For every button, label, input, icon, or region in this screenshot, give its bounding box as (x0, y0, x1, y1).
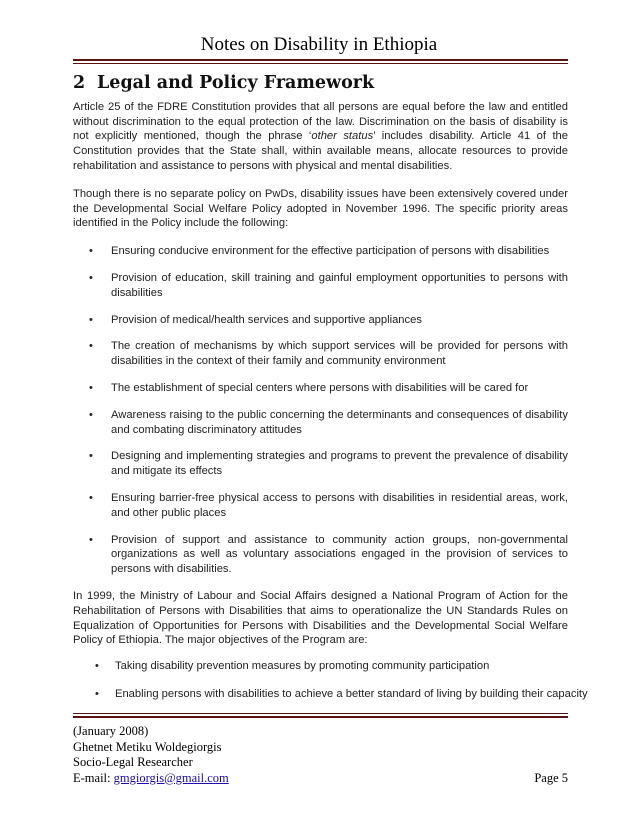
bullet-text: Awareness raising to the public concerning the determinants and consequences of disability and combating discriminatory attitudes (111, 408, 568, 436)
bullet-text: Provision of medical/health services and supportive appliances (111, 313, 422, 326)
section-heading (73, 73, 568, 93)
paragraph-constitution-italic-phrase: other status (311, 130, 374, 143)
footer-email-line (73, 771, 568, 787)
bullet-item (73, 271, 568, 301)
section-title: Legal and Policy Framework (97, 73, 375, 93)
bullet-icon: • (89, 533, 93, 546)
bullet-icon: • (89, 381, 93, 394)
page-number: Page 5 (534, 770, 568, 785)
bullet-icon: • (89, 245, 93, 258)
bullet-text: Designing and implementing strategies and programs to prevent the prevalence of disability and mitigate its effects (111, 450, 568, 478)
paragraph-constitution (73, 100, 568, 174)
paragraph-national-program: In 1999, the Ministry of Labour and Social Affairs designed a National Program of Action for the Rehabilitation of Persons with Disabilities that aims to operationalize the UN Standards Rules on Equalization of Opportunities for Persons with Disabilities and the Developmental Social Welfare Policy of Ethiopia. The major objectives of the Program are: (73, 589, 568, 647)
page-footer (73, 724, 568, 786)
footer-role: Socio-Legal Researcher (73, 755, 193, 769)
bullet-item (73, 381, 568, 396)
footer-email-link[interactable]: gmgiorgis@gmail.com (113, 770, 229, 785)
program-objectives-list (73, 659, 588, 702)
bullet-item (73, 244, 568, 259)
header-rule-thin (73, 63, 568, 64)
bullet-item (73, 491, 568, 521)
bullet-item (73, 313, 568, 328)
paragraph-constitution-part1: Article 25 of the FDRE Constitution provides that all persons are equal before the law and entitled without discrimination to the equal protection of the law. Discrimination on the basis of disability is not explicitly mentioned, though the phrase ‘ (73, 100, 568, 143)
bullet-item (73, 449, 568, 479)
paragraph-welfare-policy: Though there is no separate policy on PwDs, disability issues have been extensively covered under the Developmental Social Welfare Policy adopted in November 1996. The specific priority areas identified in the Policy include the following: (73, 187, 568, 230)
paragraph-constitution-part2: ’ includes disability. Article 41 of the Constitution provides that the State shall, within available means, allocate resources to provide rehabilitation and assistance to persons with physical and mental disabilities. (73, 130, 568, 172)
priority-areas-list (73, 244, 568, 577)
bullet-text: The establishment of special centers where persons with disabilities will be cared for (111, 381, 529, 394)
bullet-item (73, 533, 568, 577)
bullet-icon: • (95, 687, 99, 700)
bullet-text: Provision of support and assistance to community action groups, non-governmental organizations as well as voluntary associations engaged in the provision of services to persons with disabilities. (111, 533, 568, 576)
document-body (73, 73, 588, 715)
bullet-icon: • (89, 491, 93, 504)
bullet-icon: • (89, 408, 93, 421)
bullet-text: Provision of education, skill training and gainful employment opportunities to persons with disabilities (111, 271, 568, 299)
bullet-item (73, 659, 568, 674)
bullet-item (73, 339, 568, 369)
footer-date: (January 2008) (73, 724, 149, 738)
bullet-text: Ensuring barrier-free physical access to persons with disabilities in residential areas, work, and other public places (111, 491, 568, 519)
bullet-text: The creation of mechanisms by which support services will be provided for persons with disabilities in the context of their family and community environment (111, 340, 568, 368)
bullet-text: Taking disability prevention measures by promoting community participation (115, 660, 490, 673)
bullet-icon: • (89, 450, 93, 463)
header-rule-thick (73, 59, 568, 61)
running-header-title: Notes on Disability in Ethiopia (200, 34, 438, 55)
bullet-icon: • (89, 271, 93, 284)
bullet-icon: • (89, 340, 93, 353)
bullet-item (73, 408, 568, 438)
footer-rule-thin (73, 713, 568, 714)
bullet-icon: • (95, 660, 99, 673)
section-number: 2 (73, 73, 86, 93)
bullet-item (73, 687, 588, 702)
footer-email-label: E-mail: (73, 770, 114, 785)
footer-rule-thick (73, 716, 568, 718)
bullet-text: Ensuring conducive environment for the effective participation of persons with disabilities (111, 245, 550, 258)
bullet-text: Enabling persons with disabilities to achieve a better standard of living by building their capacity (115, 687, 588, 700)
footer-author: Ghetnet Metiku Woldegiorgis (73, 739, 222, 754)
bullet-icon: • (89, 313, 93, 326)
